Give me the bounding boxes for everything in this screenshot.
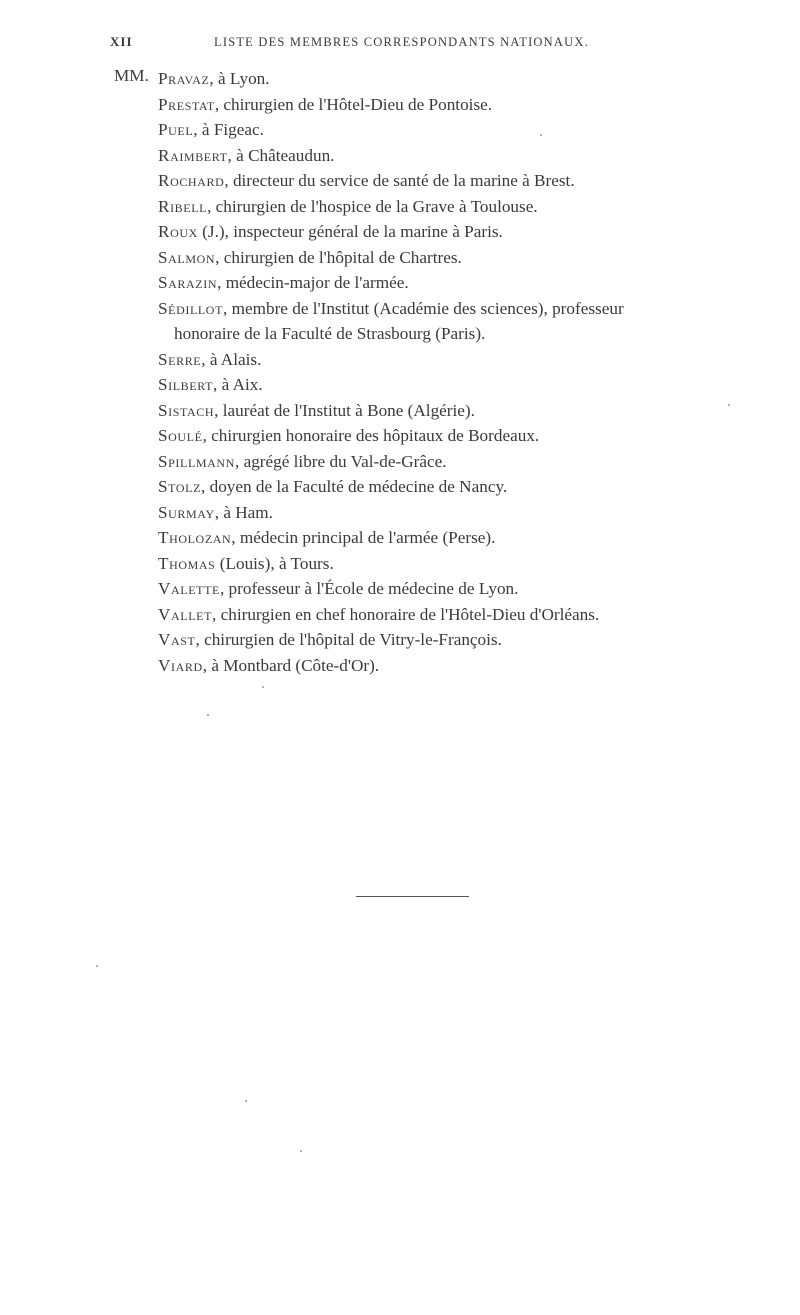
member-description: , membre de l'Institut (Académie des sciences), professeur: [223, 298, 624, 318]
member-name: Vast: [158, 630, 196, 649]
member-description: , à Figeac.: [193, 120, 264, 139]
list-item: [0, 398, 800, 424]
member-name: Soulé: [158, 426, 203, 445]
member-name: Spillmann: [158, 451, 235, 471]
member-description: , à Montbard (Côte-d'Or).: [202, 655, 380, 675]
paper-speck: [207, 714, 209, 716]
entry-line: [0, 245, 800, 271]
member-name: Prestat: [158, 94, 215, 114]
member-description: (Louis), à Tours.: [215, 553, 334, 573]
member-description: , chirurgien de l'Hôtel-Dieu de Pontoise.: [214, 94, 493, 114]
member-name: Rochard: [158, 171, 225, 190]
member-name: Salmon: [158, 247, 216, 267]
entry-line: [0, 474, 800, 500]
list-item: [0, 117, 800, 143]
member-list: [0, 66, 800, 678]
member-description: , à Aix.: [213, 375, 263, 394]
member-name: Roux: [158, 222, 198, 241]
member-description: , agrégé libre du Val-de-Grâce.: [234, 451, 447, 471]
member-description: , chirurgien de l'hospice de la Grave à Toulouse.: [207, 196, 538, 216]
member-name: Valette: [158, 579, 220, 598]
list-item: [0, 653, 800, 679]
entry-line: [0, 398, 800, 424]
member-name: Sédillot: [158, 298, 224, 318]
member-name: Thomas: [158, 553, 216, 573]
entry-continuation: [0, 321, 800, 347]
entry-line: [0, 551, 800, 577]
member-name: Silbert: [158, 375, 214, 394]
entry-line: [0, 372, 800, 398]
member-description: , médecin principal de l'armée (Perse).: [231, 528, 496, 547]
entry-line: [0, 525, 800, 551]
list-prefix: MM.: [114, 66, 149, 85]
list-item: [0, 500, 800, 526]
list-item: [0, 551, 800, 577]
member-name: Pravaz: [158, 69, 210, 88]
entry-line: [0, 270, 800, 296]
member-name: Vallet: [158, 604, 212, 624]
entry-line: [0, 117, 800, 143]
list-item: [0, 576, 800, 602]
member-name: Raimbert: [158, 145, 228, 165]
member-description: , professeur à l'École de médecine de Lyon.: [219, 579, 519, 598]
list-item: [0, 372, 800, 398]
paper-speck: [728, 404, 730, 406]
list-item: [0, 423, 800, 449]
member-description: , chirurgien en chef honoraire de l'Hôtel-Dieu d'Orléans.: [212, 604, 600, 624]
member-name: Surmay: [158, 502, 215, 522]
member-description: honoraire de la Faculté de Strasbourg (Paris).: [174, 324, 486, 343]
list-item: [0, 347, 800, 373]
entry-line: [0, 449, 800, 475]
member-name: Sistach: [158, 400, 215, 420]
list-item: [0, 270, 800, 296]
entry-line: [0, 143, 800, 169]
page-number: XII: [110, 34, 133, 49]
member-name: Puel: [158, 120, 194, 139]
list-item: [0, 627, 800, 653]
member-name: Sarazin: [158, 273, 218, 292]
list-item: [0, 143, 800, 169]
list-item: [0, 194, 800, 220]
member-name: Stolz: [158, 477, 201, 496]
entry-line: [0, 602, 800, 628]
list-item: [0, 219, 800, 245]
entry-line: [0, 347, 800, 373]
paper-speck: [540, 134, 542, 136]
list-item: [0, 66, 800, 92]
list-item: [0, 474, 800, 500]
paper-speck: [245, 1100, 247, 1102]
list-item: [0, 168, 800, 194]
member-description: , à Ham.: [214, 502, 273, 522]
member-description: , à Alais.: [201, 349, 262, 369]
entry-line: [0, 92, 800, 118]
member-description: , médecin-major de l'armée.: [217, 273, 409, 292]
member-description: (J.), inspecteur général de la marine à Paris.: [197, 222, 503, 241]
entry-line: [0, 627, 800, 653]
closing-rule: [356, 896, 469, 897]
paper-speck: [262, 686, 264, 688]
list-item: [0, 245, 800, 271]
member-description: , à Châteaudun.: [227, 145, 335, 165]
paper-speck: [300, 1150, 302, 1152]
entry-line: [0, 168, 800, 194]
member-description: , à Lyon.: [209, 69, 270, 88]
member-description: , chirurgien de l'hôpital de Chartres.: [215, 247, 462, 267]
member-description: , doyen de la Faculté de médecine de Nancy.: [201, 477, 508, 496]
entry-line: [0, 219, 800, 245]
list-item: [0, 449, 800, 475]
list-item: [0, 296, 800, 347]
entry-line: [0, 653, 800, 679]
member-name: Viard: [158, 655, 203, 675]
entry-line: [0, 500, 800, 526]
member-description: , lauréat de l'Institut à Bone (Algérie).: [214, 400, 475, 420]
member-name: Serre: [158, 349, 202, 369]
member-name: Ribell: [158, 196, 208, 216]
entry-line: [0, 194, 800, 220]
list-item: [0, 92, 800, 118]
member-description: , chirurgien de l'hôpital de Vitry-le-François.: [195, 630, 502, 649]
entry-line: [0, 423, 800, 449]
entry-line: [0, 66, 800, 92]
member-description: , directeur du service de santé de la marine à Brest.: [224, 171, 575, 190]
member-description: , chirurgien honoraire des hôpitaux de Bordeaux.: [202, 426, 540, 445]
list-item: [0, 525, 800, 551]
member-name: Tholozan: [158, 528, 232, 547]
entry-line: [0, 576, 800, 602]
entry-line: [0, 296, 800, 322]
paper-speck: [96, 965, 98, 967]
list-item: [0, 602, 800, 628]
running-title: LISTE DES MEMBRES CORRESPONDANTS NATIONAUX.: [214, 35, 589, 49]
page-header: [0, 34, 800, 54]
